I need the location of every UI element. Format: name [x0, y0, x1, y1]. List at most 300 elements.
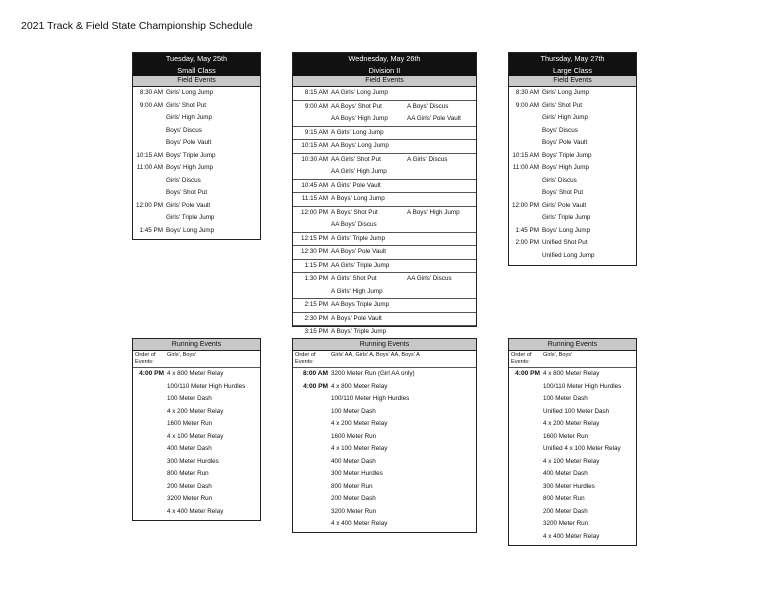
running-event-row [509, 381, 636, 394]
event-time [293, 518, 331, 531]
event-time: 2:30 PM [304, 314, 328, 322]
field-event-row [293, 154, 476, 167]
event-time [133, 137, 166, 150]
event-time: 1:45 PM [515, 226, 539, 234]
event-name: 100/110 Meter High Hurdles [331, 395, 410, 402]
field-event-row [509, 87, 636, 100]
tuesday-day: Tuesday, May 25th [165, 54, 228, 63]
event-name: 4 x 200 Meter Relay [331, 420, 388, 427]
tuesday-field-rows [133, 87, 260, 237]
running-event-row [293, 406, 476, 419]
event-name: A Girls' Long Jump [331, 128, 384, 136]
event-name: 4 x 200 Meter Relay [167, 407, 224, 415]
event-name: 3200 Meter Run [543, 520, 589, 527]
running-event-row [133, 368, 260, 381]
event-time: 9:15 AM [304, 128, 328, 136]
event-name-secondary: AA Girls' Pole Vault [407, 115, 461, 122]
wednesday-header [293, 53, 476, 76]
event-time [293, 393, 331, 406]
event-name: 100/110 Meter High Hurdles [543, 382, 622, 390]
event-time [293, 286, 331, 299]
field-event-row [133, 137, 260, 150]
event-name: Girls' Triple Jump [166, 214, 215, 221]
event-name: Boys' Triple Jump [542, 151, 592, 159]
event-name: Girls' Pole Vault [166, 201, 211, 209]
running-event-row [133, 481, 260, 494]
event-time [133, 506, 167, 519]
running-event-row [293, 381, 476, 394]
event-name-secondary [407, 313, 479, 326]
field-event-row [293, 299, 476, 313]
event-name: Boys' Long Jump [542, 226, 591, 234]
field-event-row [293, 166, 476, 180]
event-time [133, 187, 166, 200]
running-event-row [509, 531, 636, 544]
event-time [133, 393, 167, 406]
event-time: 10:15 AM [136, 151, 163, 159]
event-name-secondary [407, 286, 479, 299]
event-name-secondary [407, 87, 479, 100]
event-name: Girls' Triple Jump [542, 214, 591, 221]
event-time: 8:30 AM [139, 89, 163, 96]
event-name-secondary [407, 219, 479, 232]
field-event-row [509, 137, 636, 150]
event-name: A Boys' Long Jump [331, 195, 385, 202]
thursday-field-rows [509, 87, 636, 262]
event-time [293, 219, 331, 232]
event-name: Unified 4 x 100 Meter Relay [543, 445, 621, 452]
wednesday-class: Division II [368, 65, 401, 75]
field-event-row [133, 187, 260, 200]
thursday-running-events-table [508, 338, 637, 546]
event-name: Unified Shot Put [542, 239, 588, 246]
event-time [509, 125, 542, 138]
running-event-row [509, 481, 636, 494]
event-name: A Boys' Triple Jump [331, 328, 387, 335]
event-time [293, 481, 331, 494]
event-name-secondary [407, 140, 479, 153]
event-time: 1:15 PM [304, 261, 328, 269]
document-title: 2021 Track & Field State Championship Schedule [21, 20, 253, 32]
field-event-row [133, 200, 260, 213]
event-name: Boys' Long Jump [166, 226, 215, 234]
event-time [133, 212, 166, 225]
field-event-row [133, 175, 260, 188]
event-name: Boys' Pole Vault [542, 139, 588, 146]
event-name: 100 Meter Dash [331, 407, 376, 415]
event-time: 4:00 PM [139, 370, 164, 377]
thursday-class: Large Class [553, 65, 592, 75]
event-time: 9:00 AM [515, 101, 539, 109]
event-time: 10:15 AM [512, 151, 539, 159]
event-time: 4:00 PM [515, 370, 540, 377]
field-event-row [509, 175, 636, 188]
field-event-row [293, 326, 476, 339]
field-event-row [293, 113, 476, 127]
event-name: Girls' High Jump [542, 114, 588, 121]
order-of-events-label: Order of Events: [295, 352, 316, 365]
event-time [509, 418, 543, 431]
event-name: Boys' Discus [166, 126, 202, 134]
running-event-row [509, 493, 636, 506]
field-event-row [133, 125, 260, 138]
event-name: Girls' Long Jump [542, 89, 590, 96]
event-name: 300 Meter Hurdles [167, 457, 219, 465]
tuesday-class: Small Class [177, 65, 216, 75]
event-name: Boys' Shot Put [166, 189, 208, 196]
running-event-row [293, 443, 476, 456]
event-time: 11:15 AM [301, 195, 328, 202]
event-time: 12:30 PM [301, 248, 328, 255]
event-name: A Girls' Triple Jump [331, 234, 386, 242]
event-time [509, 431, 543, 444]
thursday-day: Thursday, May 27th [540, 54, 605, 63]
event-time: 8:15 AM [304, 89, 328, 96]
event-name: 100 Meter Dash [543, 395, 588, 402]
event-name: A Girls' Shot Put [331, 275, 377, 282]
event-time [133, 125, 166, 138]
event-name: 800 Meter Run [331, 482, 373, 490]
event-time [293, 418, 331, 431]
event-time [133, 493, 167, 506]
wednesday-running-rows [293, 368, 476, 531]
event-name: Boys' Pole Vault [166, 139, 212, 146]
event-time [133, 456, 167, 469]
event-time: 12:15 PM [301, 234, 328, 242]
event-time [509, 187, 542, 200]
field-event-row [133, 150, 260, 163]
field-event-row [133, 100, 260, 113]
event-time: 9:00 AM [139, 101, 163, 109]
event-time [133, 468, 167, 481]
event-time [509, 175, 542, 188]
running-event-row [293, 481, 476, 494]
tuesday-header [133, 53, 260, 76]
event-time: 2:15 PM [304, 301, 328, 308]
event-time: 10:15 AM [301, 142, 328, 149]
field-event-row [133, 162, 260, 175]
running-event-row [293, 506, 476, 519]
running-event-row [509, 468, 636, 481]
group-label: Girls' AA, Girls' A, Boys' AA, Boys' A [331, 352, 420, 358]
thursday-field-events-table [508, 52, 637, 266]
field-event-row [293, 313, 476, 327]
field-event-row [293, 286, 476, 300]
order-of-events-label: Order of Events: [511, 352, 532, 365]
event-time [509, 406, 543, 419]
event-name: 800 Meter Run [543, 495, 585, 502]
field-event-row [509, 162, 636, 175]
wednesday-field-events-label: Field Events [293, 76, 476, 87]
event-time [509, 481, 543, 494]
event-name: 400 Meter Dash [543, 470, 588, 477]
event-name: 100/110 Meter High Hurdles [167, 382, 246, 390]
tuesday-running-events-table [132, 338, 261, 521]
event-name: Unified Long Jump [542, 251, 595, 259]
field-event-row [293, 273, 476, 286]
field-event-row [293, 219, 476, 233]
running-event-row [293, 418, 476, 431]
running-event-row [293, 493, 476, 506]
event-time [509, 456, 543, 469]
event-time [133, 112, 166, 125]
event-time [133, 418, 167, 431]
thursday-running-events-label: Running Events [509, 339, 636, 351]
wednesday-running-events-table [292, 338, 477, 533]
event-time: 12:00 PM [301, 208, 328, 216]
event-time [509, 112, 542, 125]
event-time [133, 431, 167, 444]
event-name: 4 x 400 Meter Relay [543, 532, 600, 540]
event-name: AA Boys' Long Jump [331, 142, 389, 149]
event-time: 2:00 PM [515, 239, 539, 246]
event-name: 400 Meter Dash [167, 445, 212, 452]
thursday-running-header [509, 351, 636, 368]
event-name: 4 x 400 Meter Relay [331, 520, 388, 527]
event-name-secondary: A Boys' High Jump [407, 208, 460, 216]
field-event-row [133, 225, 260, 238]
event-time [293, 113, 331, 126]
field-event-row [509, 237, 636, 250]
event-time [509, 250, 542, 263]
wednesday-day: Wednesday, May 26th [348, 54, 421, 63]
event-name: Boys' Discus [542, 126, 578, 134]
wednesday-field-rows [293, 87, 476, 339]
event-name-secondary [407, 233, 479, 246]
event-time [509, 518, 543, 531]
event-name-secondary [407, 299, 479, 312]
event-name: 4 x 100 Meter Relay [543, 457, 600, 465]
running-event-row [509, 443, 636, 456]
event-name: Girls' High Jump [166, 114, 212, 121]
tuesday-running-rows [133, 368, 260, 518]
event-name: 300 Meter Hurdles [543, 482, 595, 490]
event-name: Boys' High Jump [542, 164, 590, 171]
thursday-running-rows [509, 368, 636, 543]
tuesday-running-events-label: Running Events [133, 339, 260, 351]
event-name: AA Girls' Shot Put [331, 155, 381, 163]
event-time: 8:30 AM [515, 89, 539, 96]
field-event-row [509, 150, 636, 163]
event-name-secondary [407, 260, 479, 273]
event-name: 3200 Meter Run [167, 495, 213, 502]
event-name: AA Boys' Pole Vault [331, 248, 386, 255]
field-event-row [133, 112, 260, 125]
event-name: 1600 Meter Run [543, 432, 589, 440]
event-name: 4 x 100 Meter Relay [167, 432, 224, 440]
running-event-row [293, 393, 476, 406]
event-time: 9:00 AM [304, 102, 328, 110]
field-event-row [293, 207, 476, 220]
event-time [509, 212, 542, 225]
event-time [293, 406, 331, 419]
event-name: A Boys' Pole Vault [331, 314, 382, 322]
running-event-row [509, 431, 636, 444]
event-name: 4 x 800 Meter Relay [543, 370, 600, 377]
event-name: AA Girls' Triple Jump [331, 261, 390, 269]
wednesday-running-header [293, 351, 476, 368]
event-name: 200 Meter Dash [167, 482, 212, 490]
field-event-row [293, 193, 476, 207]
running-event-row [133, 381, 260, 394]
running-event-row [509, 368, 636, 381]
event-time: 12:00 PM [136, 201, 163, 209]
field-event-row [293, 246, 476, 260]
event-name: 3200 Meter Run (Girl AA only) [331, 370, 415, 377]
event-time: 10:45 AM [301, 181, 328, 189]
event-time [133, 443, 167, 456]
event-time [509, 381, 543, 394]
event-name: 3200 Meter Run [331, 507, 377, 515]
event-time [133, 481, 167, 494]
field-event-row [293, 127, 476, 141]
event-name: A Girls' Pole Vault [331, 181, 381, 189]
running-event-row [133, 418, 260, 431]
field-event-row [133, 87, 260, 100]
running-event-row [509, 406, 636, 419]
event-name-secondary: AA Girls' Discus [407, 275, 452, 282]
event-name: 300 Meter Hurdles [331, 470, 383, 477]
thursday-header [509, 53, 636, 76]
event-name: Girls' Discus [166, 176, 201, 184]
event-time: 4:00 PM [303, 382, 328, 390]
event-name: 100 Meter Dash [167, 395, 212, 402]
field-event-row [509, 187, 636, 200]
order-of-events-label: Order of Events: [135, 352, 156, 365]
field-event-row [509, 125, 636, 138]
event-name: AA Boys' Shot Put [331, 102, 382, 110]
event-name-secondary [407, 166, 479, 179]
running-event-row [509, 456, 636, 469]
event-name: A Girls' High Jump [331, 287, 383, 295]
event-name-secondary [407, 246, 479, 259]
event-name: 1600 Meter Run [167, 420, 213, 427]
event-time [509, 506, 543, 519]
event-name-secondary: A Boys' Discus [407, 102, 449, 110]
field-event-row [293, 140, 476, 154]
event-time: 10:30 AM [301, 155, 328, 163]
event-name: 4 x 800 Meter Relay [167, 370, 224, 377]
running-event-row [133, 431, 260, 444]
event-name: Boys' Triple Jump [166, 151, 216, 159]
event-name: 4 x 400 Meter Relay [167, 507, 224, 515]
running-event-row [509, 506, 636, 519]
event-name: Girls' Shot Put [542, 101, 583, 109]
event-time [133, 175, 166, 188]
event-name: Unified 100 Meter Dash [543, 407, 610, 415]
running-event-row [293, 468, 476, 481]
event-name: 200 Meter Dash [543, 507, 588, 515]
running-event-row [293, 431, 476, 444]
event-name-secondary [407, 193, 479, 206]
event-name: 1600 Meter Run [331, 432, 377, 440]
field-event-row [509, 112, 636, 125]
event-time [133, 381, 167, 394]
event-time [509, 493, 543, 506]
event-time: 1:45 PM [139, 226, 163, 234]
field-event-row [509, 250, 636, 263]
group-label: Girls', Boys' [167, 352, 197, 358]
running-event-row [293, 368, 476, 381]
event-name: AA Boys' Discus [331, 221, 377, 228]
event-name: 400 Meter Dash [331, 457, 376, 465]
event-name: AA Boys Triple Jump [331, 301, 390, 308]
event-name: 800 Meter Run [167, 470, 209, 477]
wednesday-running-events-label: Running Events [293, 339, 476, 351]
field-event-row [509, 225, 636, 238]
running-event-row [509, 518, 636, 531]
event-time [509, 393, 543, 406]
event-time: 8:00 AM [302, 370, 328, 377]
field-event-row [509, 212, 636, 225]
event-name: 200 Meter Dash [331, 495, 376, 502]
event-name: 4 x 100 Meter Relay [331, 445, 388, 452]
event-time: 1:30 PM [304, 275, 328, 282]
event-name: Girls' Long Jump [166, 89, 214, 96]
running-event-row [133, 406, 260, 419]
running-event-row [133, 506, 260, 519]
event-name-secondary: A Girls' Discus [407, 155, 448, 163]
event-name: A Boys' Shot Put [331, 208, 378, 216]
field-event-row [293, 180, 476, 194]
event-name-secondary [407, 326, 479, 339]
event-time: 11:00 AM [512, 164, 539, 171]
tuesday-field-events-label: Field Events [133, 76, 260, 87]
event-name: Girls' Discus [542, 176, 577, 184]
field-event-row [509, 100, 636, 113]
event-time [509, 443, 543, 456]
field-event-row [293, 87, 476, 101]
field-event-row [509, 200, 636, 213]
running-event-row [133, 493, 260, 506]
event-time: 3:15 PM [304, 328, 328, 335]
running-event-row [133, 393, 260, 406]
event-time [293, 166, 331, 179]
event-time: 12:00 PM [512, 201, 539, 209]
event-time [293, 506, 331, 519]
field-event-row [293, 233, 476, 247]
tuesday-field-events-table [132, 52, 261, 240]
event-name-secondary [407, 127, 479, 140]
event-name: Boys' Shot Put [542, 189, 584, 196]
running-event-row [509, 418, 636, 431]
event-time [133, 406, 167, 419]
event-time [293, 456, 331, 469]
event-time [293, 431, 331, 444]
wednesday-field-events-table [292, 52, 477, 335]
event-time [509, 531, 543, 544]
tuesday-running-header [133, 351, 260, 368]
event-name: AA Girls' High Jump [331, 168, 387, 175]
event-time [293, 468, 331, 481]
running-event-row [509, 393, 636, 406]
event-name: Boys' High Jump [166, 164, 214, 171]
event-name: 4 x 200 Meter Relay [543, 420, 600, 427]
running-event-row [133, 443, 260, 456]
event-time: 11:00 AM [136, 164, 163, 171]
event-name-secondary [407, 180, 479, 193]
field-event-row [133, 212, 260, 225]
event-time [293, 443, 331, 456]
event-name: Girls' Shot Put [166, 101, 207, 109]
event-time [509, 137, 542, 150]
field-event-row [293, 260, 476, 274]
event-time [293, 493, 331, 506]
thursday-field-events-label: Field Events [509, 76, 636, 87]
running-event-row [293, 518, 476, 531]
running-event-row [133, 456, 260, 469]
field-event-row [293, 101, 476, 114]
